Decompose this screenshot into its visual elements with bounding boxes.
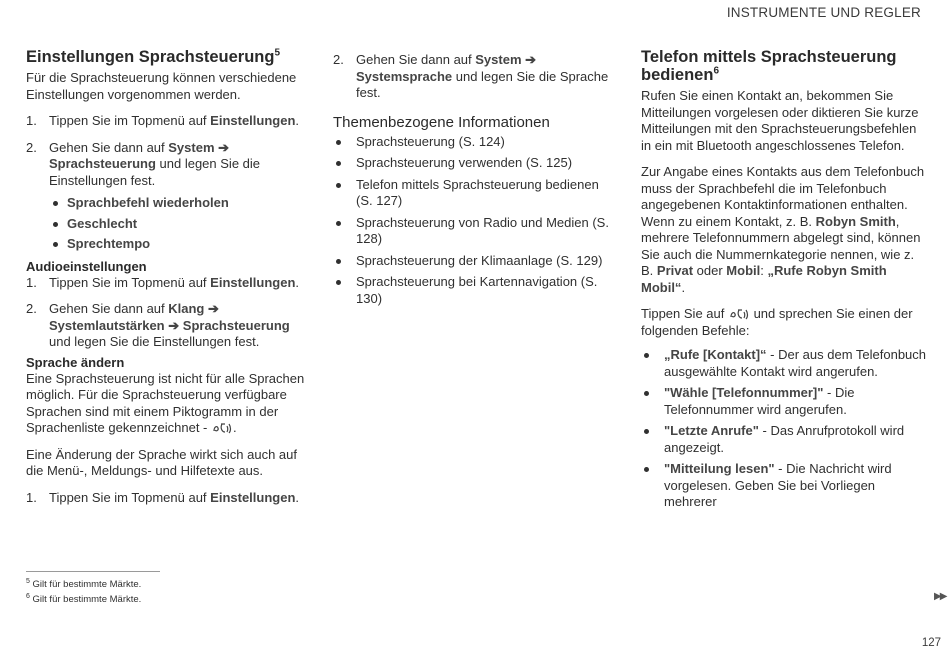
step-text: und legen Sie die Sprache fest. [356, 68, 609, 100]
footnote [26, 576, 141, 591]
text: Zur Angabe eines Kontakts aus dem Telefonbuch muss der Sprachbefehl die im Telefonbuch angegebenen Kontaktinformationen enthalten. Wenn zu einem Kontakt, z. B. [641, 164, 925, 229]
text: . [681, 279, 686, 295]
step-number: 2. [26, 301, 37, 316]
related-info-heading: Themenbezogene Informationen [333, 113, 550, 131]
related-links-list [333, 134, 611, 308]
option-item: Sprachbefehl wiederholen [26, 195, 306, 212]
footnote-number: 6 [26, 593, 30, 601]
column-phone-voice [641, 48, 926, 516]
menu-term: System [168, 139, 215, 155]
text: , mehrere Telefonnummern abgelegt sind, können Sie auch die Nummernkategorie nennen, wie z. B. [641, 213, 921, 278]
voice-command-item [641, 423, 926, 456]
menu-term: Einstellungen [210, 113, 296, 128]
option-item: Geschlecht [26, 216, 306, 233]
continue-arrows-icon: ▶▶ [934, 591, 946, 602]
step-item [333, 52, 611, 102]
command-desc: - Die Telefonnummer wird angerufen. [664, 385, 855, 417]
command-name: "Letzte Anrufe" [664, 423, 759, 438]
menu-term: Einstellungen [210, 489, 296, 505]
command-desc: - Das Anrufprotokoll wird angezeigt. [664, 423, 905, 455]
step-text: . [295, 489, 300, 505]
step-text: . [295, 113, 300, 128]
step-text: Gehen Sie dann auf [49, 301, 169, 316]
footnote-ref: 6 [713, 65, 719, 77]
title-text: Telefon mittels Sprachsteuerung bedienen [641, 48, 897, 84]
related-link[interactable]: Sprachsteuerung (S. 124) [333, 134, 611, 151]
arrow-icon: ➔ [168, 317, 180, 333]
related-link[interactable]: Sprachsteuerung bei Kartennavigation (S. 130) [333, 274, 611, 307]
subheading-language: Sprache ändern [26, 354, 125, 370]
menu-term: Systemlautstärken [49, 317, 165, 333]
step-text: Tippen Sie im Topmenü auf [49, 489, 211, 505]
related-link[interactable]: Telefon mittels Sprachsteuerung bedienen (S. 127) [333, 177, 611, 210]
voice-command-item [641, 385, 926, 418]
language-text-2: Eine Änderung der Sprache wirkt sich auch auf die Menü-, Meldungs- und Hilfetexte aus. [26, 446, 297, 478]
footnote-ref: 5 [274, 47, 281, 59]
footnote-text: Gilt für bestimmte Märkte. [29, 594, 142, 606]
example-term: Mobil [726, 263, 761, 278]
phone-intro: Rufen Sie einen Kontakt an, bekommen Sie Mitteilungen vorgelesen oder diktieren Sie kurze Mitteilungen mit den Sprachsteuerungsbefehlen in ein mit Bluetooth angeschlossenes Telefon. [641, 88, 919, 153]
arrow-icon: ➔ [525, 52, 537, 67]
language-text [26, 371, 306, 437]
text: und sprechen Sie einen der folgenden Befehle: [641, 306, 913, 338]
language-steps [26, 490, 306, 507]
language-text-end: . [233, 420, 237, 435]
command-name: „Rufe [Kontakt]“ [664, 347, 767, 362]
example-term: Privat [656, 263, 694, 278]
section-title-phone [641, 48, 926, 84]
step-text: . [295, 274, 300, 290]
step-item [26, 301, 306, 351]
column-language-continued [333, 52, 611, 312]
example-term: „Rufe Robyn Smith Mobil“ [641, 263, 887, 295]
menu-term: Sprachsteuerung [182, 317, 290, 333]
voice-control-icon [728, 306, 750, 321]
footnotes [26, 576, 141, 606]
text: oder [693, 263, 727, 278]
footnote [26, 591, 141, 606]
step-text: Tippen Sie im Topmenü auf [49, 113, 211, 128]
settings-steps [26, 113, 306, 253]
step-number: 1. [26, 274, 37, 290]
arrow-icon: ➔ [218, 139, 230, 155]
step-text: und legen Sie die Einstellungen fest. [49, 156, 261, 188]
voice-commands-list [641, 347, 926, 511]
footnote-divider [26, 571, 160, 572]
step-number: 2. [26, 139, 37, 155]
phone-contact-text [641, 164, 926, 296]
language-steps-continued [333, 52, 611, 102]
related-link[interactable]: Sprachsteuerung verwenden (S. 125) [333, 155, 611, 172]
step-text: Tippen Sie im Topmenü auf [49, 274, 211, 290]
menu-term: Systemsprache [356, 68, 453, 84]
title-text: Einstellungen Sprachsteuerung [26, 48, 275, 66]
step-item [26, 113, 306, 130]
example-term: Robyn Smith [815, 213, 896, 229]
command-name: "Wähle [Telefonnummer]" [664, 385, 824, 400]
arrow-icon: ➔ [208, 301, 219, 316]
text: Tippen Sie auf [641, 306, 728, 321]
text: : [760, 263, 768, 278]
options-list [26, 195, 306, 253]
step-item [26, 490, 306, 507]
menu-term: Einstellungen [210, 274, 296, 290]
menu-term: System [475, 52, 522, 67]
step-item [26, 275, 306, 292]
voice-command-item [641, 461, 926, 511]
section-title-settings [26, 48, 306, 66]
command-desc: - Der aus dem Telefonbuch ausgewählte Kontakt wird angerufen. [664, 347, 927, 379]
command-desc: - Die Nachricht wird vorgelesen. Geben Sie bei Vorliegen mehrerer [664, 461, 892, 509]
phone-tap-text [641, 306, 926, 339]
step-number: 2. [333, 52, 344, 67]
column-settings [26, 48, 306, 516]
page-header-title: INSTRUMENTE UND REGLER [726, 5, 921, 20]
step-text: Gehen Sie dann auf [49, 139, 169, 155]
audio-steps [26, 275, 306, 351]
step-text: Gehen Sie dann auf [356, 52, 476, 67]
footnote-number: 5 [26, 578, 30, 585]
language-text-body: Eine Sprachsteuerung ist nicht für alle Sprachen möglich. Für die Sprachsteuerung verfügbare Sprachen sind mit einem Piktogramm in der Sprachenliste gekennzeichnet - [26, 370, 305, 435]
command-name: "Mitteilung lesen" [664, 461, 775, 476]
related-link[interactable]: Sprachsteuerung von Radio und Medien (S. 128) [333, 215, 611, 248]
voice-control-icon [211, 420, 233, 435]
page-number: 127 [921, 637, 941, 649]
step-item [26, 140, 306, 253]
menu-term: Sprachsteuerung [49, 156, 156, 171]
step-number: 1. [26, 113, 37, 128]
menu-term: Klang [168, 301, 205, 316]
related-link[interactable]: Sprachsteuerung der Klimaanlage (S. 129) [333, 253, 611, 270]
step-number: 1. [26, 489, 37, 505]
step-text: und legen Sie die Einstellungen fest. [49, 334, 260, 349]
option-item: Sprechtempo [26, 236, 306, 253]
voice-command-item [641, 347, 926, 380]
intro-text: Für die Sprachsteuerung können verschiedene Einstellungen vorgenommen werden. [26, 70, 297, 102]
subheading-audio: Audioeinstellungen [26, 258, 147, 274]
footnote-text: Gilt für bestimmte Märkte. [29, 579, 142, 591]
